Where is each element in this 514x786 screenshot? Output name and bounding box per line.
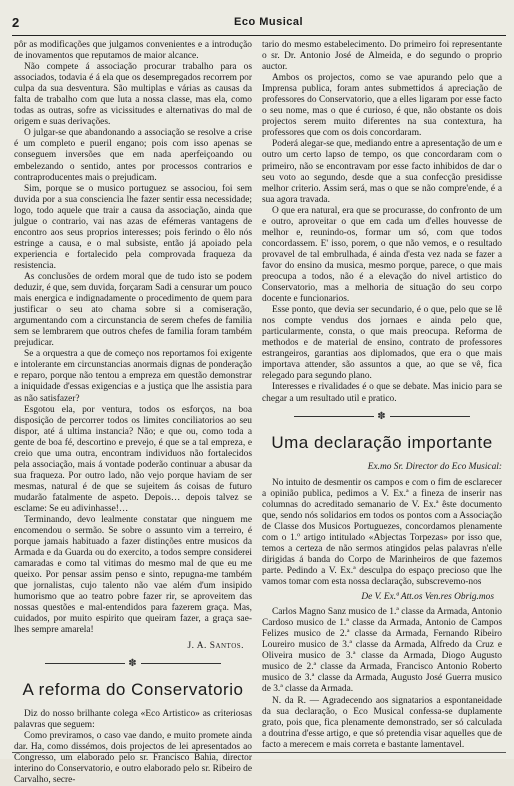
article-paragraph: Diz do nosso brilhante colega «Eco Artistico» as criteriosas palavras que seguem: <box>14 708 252 730</box>
running-title: Eco Musical <box>234 16 304 28</box>
article-paragraph: Como previramos, o caso vae dando, e muito promete ainda dar. Ha, como dissémos, dois projectos de lei apresentados ao Congresso, um elaborado pelo sr. Francisco Bahia, director interino do Conservatorio, e outro elaborado pelo sr. Ribeiro de Carvalho, secre- <box>14 730 252 785</box>
article-paragraph: O julgar-se que abandonando a associação se resolve a crise é um completo e pueril engano; pois com isso apenas se conseguem inversões que em nada aperfeiçoando ou embelezando o sentido, antes por processos contrarios e contraproducentes mais o prejudicam. <box>14 128 252 183</box>
page-number: 2 <box>12 15 20 30</box>
section-title: A reforma do Conservatorio <box>22 679 244 699</box>
article-paragraph: Não compete á associação procurar trabalho para os associados, todavia é á ela que os desempregados recorrem por culpa da sua desventura. São multiplas e várias as causas da falta de trabalho com que luta a nossa classe, mas ela, como todas as outras, sofre as vicissitudes e alternativas do mal de origem e suas derivações. <box>14 62 252 128</box>
article-paragraph: Se a orquestra a que de começo nos reportamos foi exigente e intolerante em circunstancias anormais dignas de ponderação e reparo, porque não tentou a empreza em questão demonstrar a iniquidade d'essas exigencias e a justiça que lhe assistia para as não satisfazer? <box>14 349 252 404</box>
editor-note: N. da R. — Agradecendo aos signatarios a espontaneidade da sua declaração, o Eco Musical confessa-se duplamente grato, pois que, fica plenamente demonstrado, ser só calculada a doutrina d'esse artigo, e que só pretendia visar aquelles que de facto a merecem e mais correta e bastante lamentavel. <box>262 695 502 750</box>
left-column <box>14 40 252 785</box>
signatories-list: Carlos Magno Sanz musico de 1.ª classe da Armada, Antonio Cardoso musico de 1.ª classe da Armada, Antonio de Campos Felizes musico de 2.ª classe da Armada, Fernando Ribeiro Loureiro musico de 3.ª classe da Armada, Alfredo da Cruz e Oliveira musico de 3.ª classe da Armada, Diogo Augusto musico de 2.ª classe da Armada, Francisco Antonio Roberto musico de 3.ª classe da Armada, Augusto José Guerra musico de 3.ª classe da Armada. <box>262 607 502 695</box>
article-paragraph: Esse ponto, que devia ser secundario, é o que, pelo que se lê nos compte vendus dos jornaes e ainda pelo que, particularmente, consta, o que mais preocupa. Reforma de methodos e de material de ensino, contrato de professores estrangeiros, garantias aos diplomados, que era o que mais importava attender, são assuntos a que, ao que se vê, fica relegado para segundo plano. <box>262 305 502 382</box>
article-paragraph: Interesses e rivalidades é o que se debate. Mas inicio para se chegar a um resultado util e pratico. <box>262 382 502 404</box>
page-header <box>0 10 514 36</box>
divider-line <box>141 663 221 664</box>
article-paragraph: Sim, porque se o musico portuguez se associou, foi sem duvida por a sua consciencia lhe fazer sentir essa necessidade; logo, todo aquele que trair a causa da associação, ainda que julgue o contrario, vai nas azas de efémeras vantagens de encontro aos seus proprios interesses; pois ferindo o êlo nós estringe a causa, e o mal subsiste, então já apoiado pela experiencia e fortalecido pela comprovada fraqueza da resistencia. <box>14 183 252 271</box>
article-signature: J. A. Santos. <box>187 640 244 651</box>
letter-closing: De V. Ex.ª Att.os Ven.res Obrig.mos <box>361 592 494 603</box>
article-paragraph: No intuito de desmentir os campos e com o fim de esclarecer a opinião publica, pedimos a V. Ex.ª a fineza de inserir nas columnas do acreditado semanario de V. Ex.ª êste documento que, sendo nós solidarios em todos os pontos com a Associação de Classe dos Musicos Portuguezes, concordamos plenamente com o 1.º artigo intitulado «Abjectas Torpezas» por isso que, temos a certeza de não sermos atingidos pelas palavras n'elle dirigidas á banda do Corpo de Marinheiros de que fazemos parte. Pedindo a V. Ex.ª desculpa do espaço precioso que lhe vamos tomar com esta nossa declaração, subscrevemo-nos <box>262 477 502 588</box>
divider-line <box>45 663 125 664</box>
article-paragraph: Poderá alegar-se que, mediando entre a apresentação de um e outro um certo lapso de tempo, os que concordaram com o primeiro, não se encontravam por esse facto inhibidos de dar o seu voto ao segundo, desde que a sua confecção presidisse melhor criterio. Assim será, mas o que se não compre'ende, é a sua agora travada. <box>262 139 502 205</box>
article-paragraph: tario do mesmo estabelecimento. Do primeiro foi representante o sr. Dr. Antonio José de Almeida, e do segundo o proprio auctor. <box>262 40 502 73</box>
section-divider <box>262 411 502 422</box>
divider-line <box>294 416 374 417</box>
section-title: Uma declaração importante <box>271 432 493 452</box>
article-paragraph: Esgotou ela, por ventura, todos os esforços, na boa disposição de percorrer todos os limites conciliatorios ao seu dispor, até á ultima instancia? Não; e que ou, como toda a gente de boa fé, descortino e prevejo, é que se a tal empreza, e creio que uma outra, encontram individuos não fortalecidos pela associação, mais á vontade poderão continuar a abusar da sua fraqueza. Por outro lado, não vejo porque haviam de ser mesmas, natural é de que se sujeitem ás coisas de futuro mudarão fatalmente de aspeto. Depois… depois talvez se esclame: Se eu adivinhasse!… <box>14 404 252 514</box>
article-paragraph: O que era natural, era que se procurasse, do confronto de um e outro, aproveitar o que em cada um d'elles houvesse de melhor e, reunindo-os, formar um só, com que todos concordassem. E' isso, porem, o que não vemos, e o resultado provavel de tal embrulhada, é ainda d'esta vez nada se fazer a favor do ensino da musica, mesmo porque, parece, o que mais preocupa a todos, não é a elevação do nivel artistico do Conservatorio, mas a melhoria de situação do seu corpo docente e funcionarios. <box>262 205 502 305</box>
letter-salutation: Ex.mo Sr. Director do Eco Musical: <box>367 461 502 472</box>
article-paragraph: Terminando, devo lealmente constatar que ninguem me encomendou o sermão. Se sobre o assunto vim a terreiro, é porque jamais habituado a fazer distinções entre musicos da Armada e da Guarda ou do exercito, a todos sempre considerei camaradas e como tal vitimas do mesmo mal de que eu me queixo. Por pensar assim penso e sinto, repugna-me também que jornalistas, cujo talento não vae além d'um insipido humorismo que ao teatro pobre fazer rir, se aproveitem das nossas questões e mal-entendidos para fazerem graça. Mas, cuidados, por muito espirito que queiram fazer, a graça sae-lhes sempre amarela! <box>14 515 252 636</box>
ornament-icon: ✽ <box>128 657 138 669</box>
right-column <box>262 40 502 750</box>
ornament-icon: ✽ <box>377 410 387 422</box>
footer-rule <box>12 752 506 753</box>
header-rule <box>12 35 506 36</box>
divider-line <box>390 416 470 417</box>
article-paragraph: As conclusões de ordem moral que de tudo isto se podem deduzir, é que, sem duvida, forçaram Sadi a censurar um pouco mais energica e indignadamente o procedimento de quem para justificar o seu ato chama sobre si a comiseração, argumentando com a circunstancia de serem chefes de familia sem se lembrarem que outros chefes de familia foram também prejudicar. <box>14 271 252 349</box>
section-divider <box>14 658 252 669</box>
article-paragraph: Ambos os projectos, como se vae apurando pelo que a Imprensa publica, foram antes submettidos á apreciação de professores do Conservatorio, que a elles ligaram por esse facto o seu nome, mas o que é curioso, é que, não obstante os dois projectos serem muito diferentes na sua contextura, ha professores que com os dois concordaram. <box>262 73 502 139</box>
article-paragraph: pôr as modificações que julgamos convenientes e a introdução de inovamentos que reputamos de maior alcance. <box>14 40 252 62</box>
